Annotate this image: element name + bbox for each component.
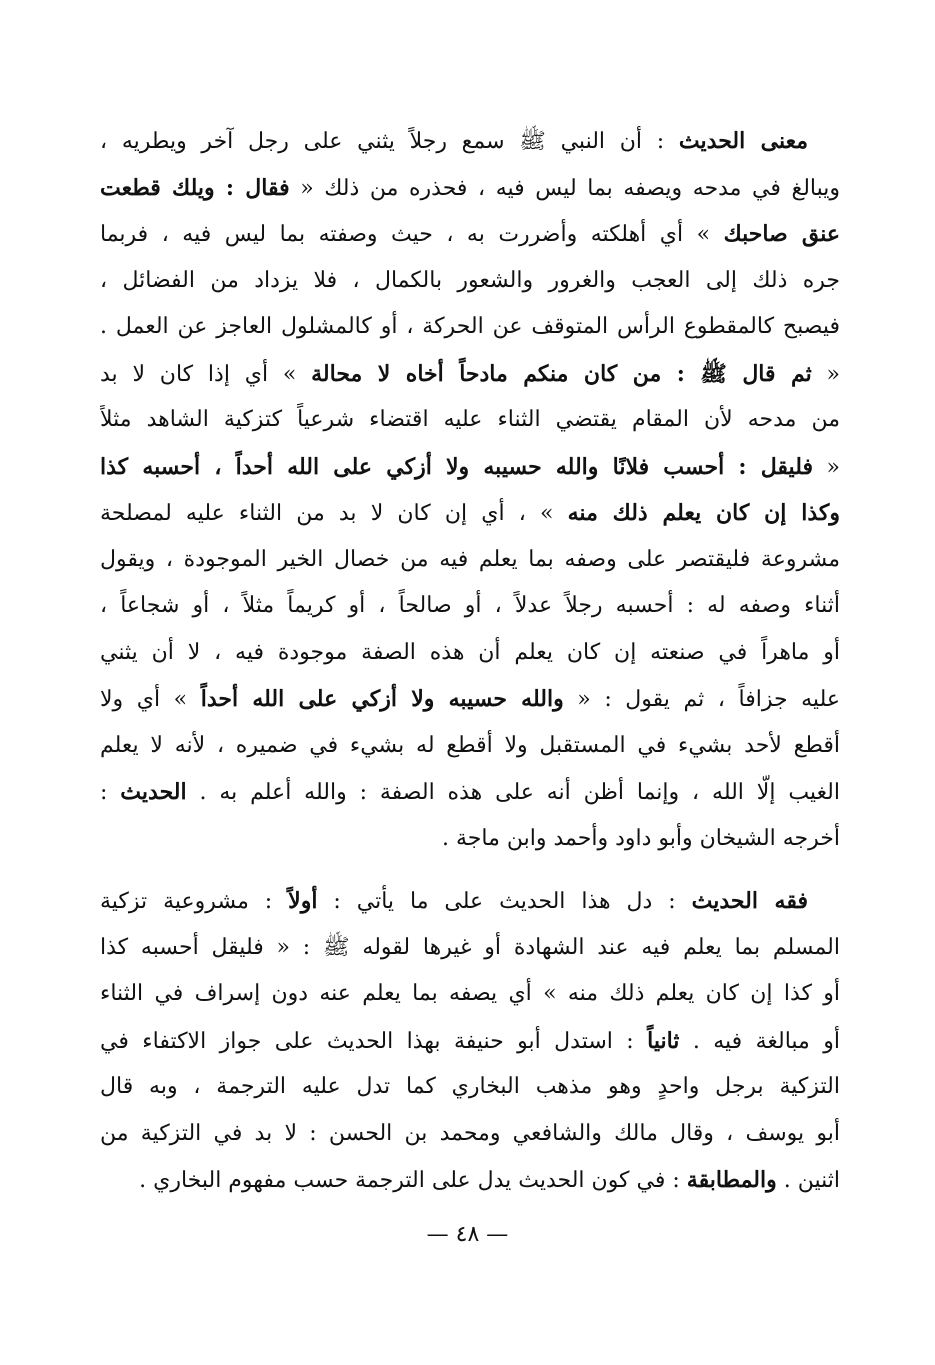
- text-line: الغيب إلّا الله ، وإنما أظن أنه على هذه الصفة : والله أعلم به . الحديث :: [100, 779, 840, 805]
- text-line: أخرجه الشيخان وأبو داود وأحمد وابن ماجة .: [442, 825, 840, 851]
- text-line: أبو يوسف ، وقال مالك والشافعي ومحمد بن الحسن : لا بد في التزكية من: [100, 1120, 840, 1146]
- text-line: التزكية برجل واحدٍ وهو مذهب البخاري كما تدل عليه الترجمة ، وبه قال: [100, 1074, 840, 1099]
- paragraph-meaning: [100, 118, 840, 862]
- text-line: أقطع لأحد بشيء في المستقبل ولا أقطع له بشيء في ضميره ، لأنه لا يعلم: [100, 732, 840, 758]
- page-number: — ٤٨ —: [426, 1222, 509, 1247]
- text-line: « ثم قال ﷺ : من كان منكم مادحاً أخاه لا محالة » أي إذا كان لا بد: [100, 360, 840, 387]
- text-line: « فليقل : أحسب فلانًا والله حسيبه ولا أزكي على الله أحداً ، أحسبه كذا: [100, 453, 840, 480]
- text-line: أو ماهراً في صنعته إن كان يعلم أن هذه الصفة موجودة فيه ، لا أن يثني: [100, 639, 840, 665]
- heading-fiqh: فقه الحديث: [691, 888, 808, 914]
- paragraph-jurisprudence: [100, 878, 840, 1204]
- text-line: وكذا إن كان يعلم ذلك منه » ، أي إن كان لا بد من الثناء عليه لمصلحة: [100, 500, 840, 526]
- text-line: عليه جزافاً ، ثم يقول : « والله حسيبه ولا أزكي على الله أحداً » أي ولا: [100, 686, 840, 712]
- text-line: معنى الحديث : أن النبي ﷺ سمع رجلاً يثني على رجل آخر ويطريه ،: [100, 128, 808, 154]
- text-line: من مدحه لأن المقام يقتضي الثناء عليه اقتضاء شرعياً كتزكية الشاهد مثلاً: [100, 407, 840, 432]
- text-line: فيصبح كالمقطوع الرأس المتوقف عن الحركة ، أو كالمشلول العاجز عن العمل .: [100, 314, 840, 339]
- text-line: أثناء وصفه له : أحسبه رجلاً عدلاً ، أو صالحاً ، أو كريماً مثلاً ، أو شجاعاً ،: [100, 593, 840, 618]
- text-line: جره ذلك إلى العجب والغرور والشعور بالكمال ، فلا يزداد من الفضائل ،: [100, 267, 840, 293]
- text-line: فقه الحديث : دل هذا الحديث على ما يأتي : أولاً : مشروعية تزكية: [100, 888, 808, 914]
- text-line: اثنين . والمطابقة : في كون الحديث يدل على الترجمة حسب مفهوم البخاري .: [139, 1167, 840, 1193]
- text-line: مشروعة فليقتصر على وصفه بما يعلم فيه من خصال الخير الموجودة ، ويقول: [100, 546, 840, 572]
- text-line: عنق صاحبك » أي أهلكته وأضررت به ، حيث وصفته بما ليس فيه ، فربما: [100, 221, 840, 247]
- text-line: أو مبالغة فيه . ثانياً : استدل أبو حنيفة بهذا الحديث على جواز الاكتفاء في: [100, 1027, 840, 1054]
- text-line: المسلم بما يعلم فيه عند الشهادة أو غيرها لقوله ﷺ : « فليقل أحسبه كذا: [100, 934, 840, 960]
- text-line: ويبالغ في مدحه ويصفه بما ليس فيه ، فحذره من ذلك « فقال : ويلك قطعت: [100, 174, 840, 201]
- text-line: أو كذا إن كان يعلم ذلك منه » أي يصفه بما يعلم عنه دون إسراف في الثناء: [100, 981, 840, 1006]
- heading-meaning: معنى الحديث: [678, 128, 808, 154]
